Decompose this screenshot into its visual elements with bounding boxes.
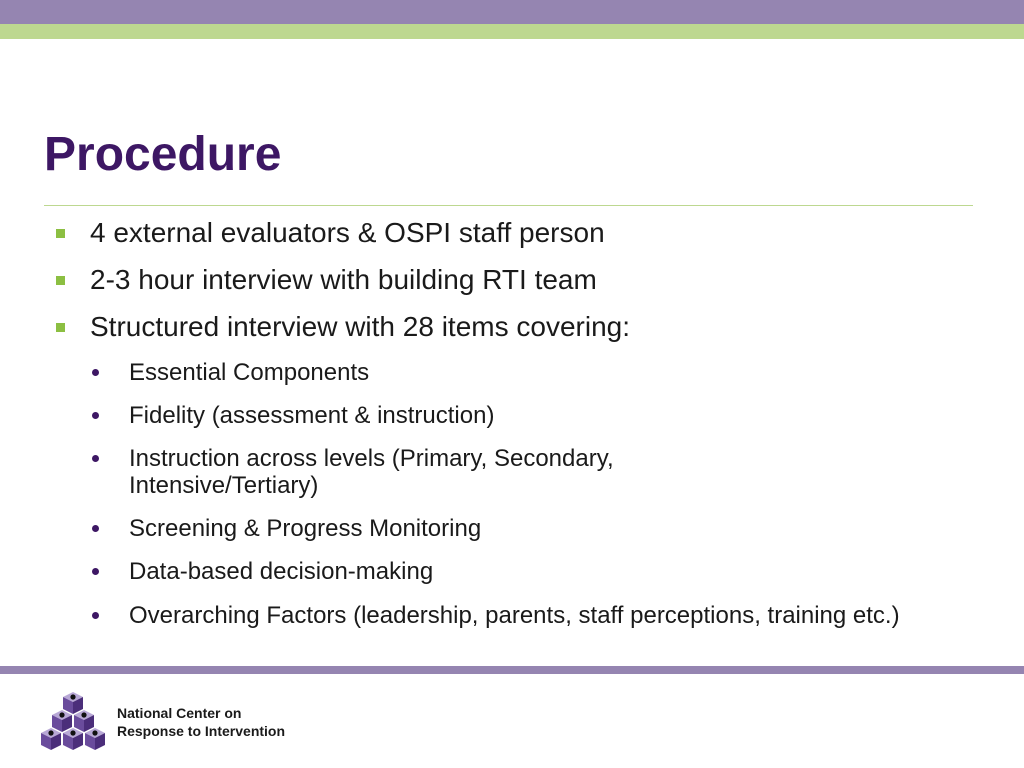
sub-bullet-item: Essential Components xyxy=(129,359,370,386)
org-name-line-2: Response to Intervention xyxy=(117,723,286,739)
sub-bullet-item: Instruction across levels (Primary, Secondary, Intensive/Tertiary) xyxy=(129,445,614,499)
bullet-item: Structured interview with 28 items covering: xyxy=(90,311,630,342)
org-name-line-1: National Center on xyxy=(117,705,242,721)
rti-cubes-logo-icon xyxy=(40,690,106,752)
organization-name xyxy=(117,704,285,740)
bullet-item: 2-3 hour interview with building RTI team xyxy=(90,264,597,295)
dot-bullet-icon xyxy=(92,369,99,376)
dot-bullet-icon xyxy=(92,455,99,462)
bullet-item: 4 external evaluators & OSPI staff person xyxy=(90,217,605,248)
sub-bullet-item: Overarching Factors (leadership, parents, staff perceptions, training etc.) xyxy=(129,602,900,629)
bottom-band xyxy=(0,666,1024,674)
dot-bullet-icon xyxy=(92,525,99,532)
dot-bullet-icon xyxy=(92,412,99,419)
sub-bullet-item: Screening & Progress Monitoring xyxy=(129,515,482,542)
dot-bullet-icon xyxy=(92,612,99,619)
slide-title: Procedure xyxy=(44,128,282,181)
sub-bullet-item: Data-based decision-making xyxy=(129,558,434,585)
square-bullet-icon xyxy=(56,229,65,238)
dot-bullet-icon xyxy=(92,568,99,575)
square-bullet-icon xyxy=(56,276,65,285)
sub-bullet-item: Fidelity (assessment & instruction) xyxy=(129,402,495,429)
square-bullet-icon xyxy=(56,323,65,332)
